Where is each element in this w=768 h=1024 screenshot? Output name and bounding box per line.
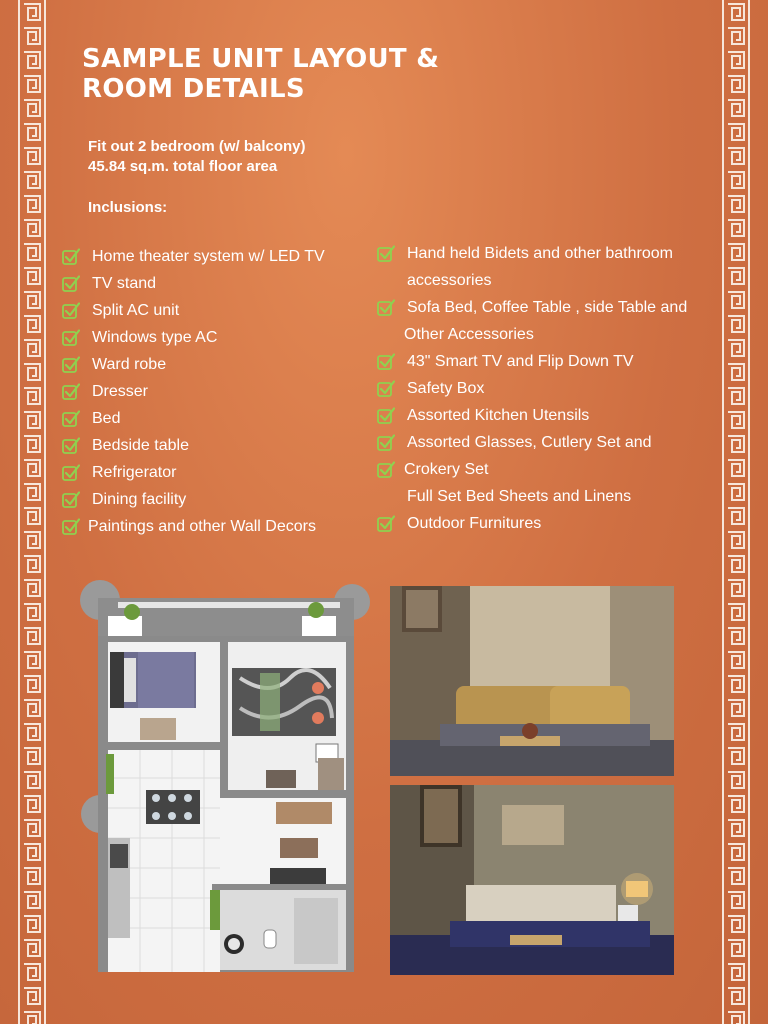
list-item: Sofa Bed, Coffee Table , side Table and [377, 294, 717, 321]
check-box-icon [62, 329, 80, 346]
list-item: Crokery Set [377, 456, 717, 483]
check-box-icon [377, 461, 395, 478]
list-item: Safety Box [377, 375, 717, 402]
check-box-icon [62, 437, 80, 454]
list-item: Dining facility [62, 486, 362, 513]
list-item: Assorted Kitchen Utensils [377, 402, 717, 429]
list-item: TV stand [62, 270, 362, 297]
check-box-icon [377, 380, 395, 397]
check-box-icon [62, 491, 80, 508]
check-box-icon [377, 299, 395, 316]
check-box-icon [62, 410, 80, 427]
decorative-border-left [18, 0, 46, 1024]
check-box-icon [377, 245, 395, 262]
check-box-icon [62, 248, 80, 265]
inclusions-list-right [377, 240, 717, 537]
check-box-icon [62, 464, 80, 481]
check-box-icon [62, 383, 80, 400]
inclusions-heading: Inclusions: [88, 199, 168, 216]
list-item: Home theater system w/ LED TV [62, 243, 362, 270]
check-box-icon [377, 515, 395, 532]
list-item: Assorted Glasses, Cutlery Set and [377, 429, 717, 456]
list-item: Hand held Bidets and other bathroom [377, 240, 717, 267]
list-item: Windows type AC [62, 324, 362, 351]
list-item: Bed [62, 405, 362, 432]
page-title: SAMPLE UNIT LAYOUT & ROOM DETAILS [82, 44, 440, 104]
unit-details [88, 137, 306, 177]
check-box-icon [62, 275, 80, 292]
list-item: Outdoor Furnitures [377, 510, 717, 537]
list-item: Ward robe [62, 351, 362, 378]
check-box-icon [377, 353, 395, 370]
list-item: 43" Smart TV and Flip Down TV [377, 348, 717, 375]
check-box-icon [62, 356, 80, 373]
floor-plan-image [80, 578, 372, 978]
unit-type: Fit out 2 bedroom (w/ balcony) [88, 138, 306, 155]
check-box-icon [377, 407, 395, 424]
list-item: Split AC unit [62, 297, 362, 324]
inclusions-list-left [62, 243, 362, 540]
list-item: Full Set Bed Sheets and Linens [407, 488, 632, 505]
list-item: Refrigerator [62, 459, 362, 486]
check-box-icon [62, 302, 80, 319]
floor-area: 45.84 sq.m. total floor area [88, 158, 278, 175]
list-item: Dresser [62, 378, 362, 405]
list-item: Bedside table [62, 432, 362, 459]
list-item-continued: accessories [407, 272, 492, 289]
decorative-border-right [722, 0, 750, 1024]
check-box-icon [62, 518, 80, 535]
bedroom-photo-2 [390, 785, 674, 975]
bedroom-photo-1 [390, 586, 674, 776]
list-item-continued: Other Accessories [404, 326, 534, 343]
list-item: Paintings and other Wall Decors [62, 513, 362, 540]
check-box-icon [377, 434, 395, 451]
